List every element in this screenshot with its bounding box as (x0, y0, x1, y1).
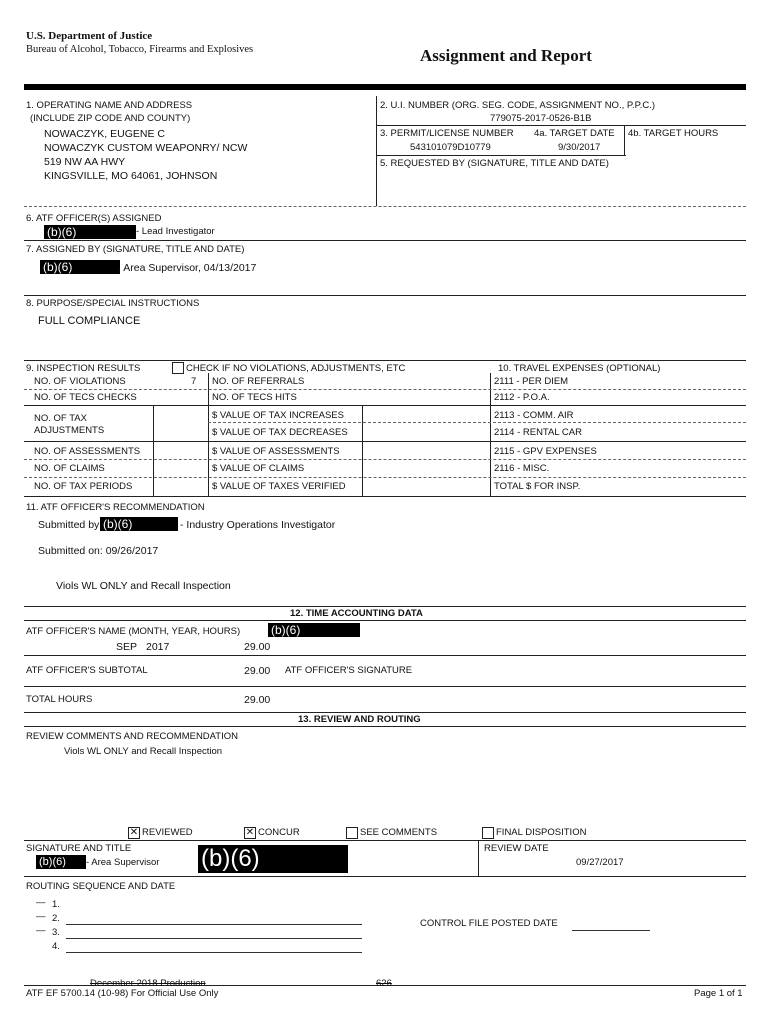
see-comments-label: SEE COMMENTS (360, 827, 438, 838)
section3-label: 3. PERMIT/LICENSE NUMBER (380, 128, 514, 139)
year-value: 2017 (146, 641, 170, 653)
section-divider (376, 96, 377, 206)
value-claims-label: $ VALUE OF CLAIMS (212, 463, 305, 474)
assigned-by-value: , Area Supervisor, 04/13/2017 (118, 262, 257, 274)
concur-checkbox[interactable]: ✕ (245, 827, 255, 838)
struck-production-note: December 2018 Production (90, 978, 206, 989)
tax-periods-label: NO. OF TAX PERIODS (34, 481, 133, 492)
submitted-on: Submitted on: 09/26/2017 (38, 545, 159, 557)
recommendation-note: Viols WL ONLY and Recall Inspection (56, 580, 231, 592)
section1-label: 1. OPERATING NAME AND ADDRESS (26, 100, 193, 111)
hours-value: 29.00 (244, 641, 271, 653)
referrals-label: NO. OF REFERRALS (212, 376, 305, 387)
routing-step: 1. (52, 899, 60, 910)
routing-ticks: — — — (36, 897, 46, 936)
total-hours-value: 29.00 (244, 694, 271, 706)
travel-item: 2116 - MISC. (494, 463, 550, 474)
section11-label: 11. ATF OFFICER'S RECOMMENDATION (26, 502, 205, 513)
purpose-value: FULL COMPLIANCE (38, 315, 141, 327)
form-title: Assignment and Report (420, 46, 592, 65)
tax-adj-label: NO. OF TAX (34, 413, 87, 424)
redaction-large: (b)(6) (198, 845, 348, 873)
control-file-label: CONTROL FILE POSTED DATE (420, 918, 558, 929)
supervisor-role: - Area Supervisor (86, 857, 160, 868)
section12-label: 12. TIME ACCOUNTING DATA (290, 608, 423, 619)
production-page-number: 626 (376, 978, 392, 989)
travel-item: 2112 - P.O.A. (494, 392, 550, 403)
section4b-label: 4b. TARGET HOURS (628, 128, 719, 139)
officer-role: - Lead Investigator (136, 226, 215, 237)
city-state-zip: KINGSVILLE, MO 64061, JOHNSON (44, 170, 218, 182)
section1-sublabel: (INCLUDE ZIP CODE AND COUNTY) (30, 113, 191, 124)
section8-label: 8. PURPOSE/SPECIAL INSTRUCTIONS (26, 298, 200, 309)
tax-adj-label-2: ADJUSTMENTS (34, 425, 105, 436)
section9-label: 9. INSPECTION RESULTS (26, 363, 141, 374)
submitted-by-label: Submitted by (38, 519, 100, 531)
travel-item: 2115 - GPV EXPENSES (494, 446, 597, 457)
officer-name-label: ATF OFFICER'S NAME (MONTH, YEAR, HOURS) (26, 626, 241, 637)
review-comments: Viols WL ONLY and Recall Inspection (64, 746, 223, 757)
concur-label: CONCUR (258, 827, 300, 838)
redaction-assigner: (b)(6) (40, 260, 120, 274)
total-hours-label: TOTAL HOURS (26, 694, 93, 705)
section7-label: 7. ASSIGNED BY (SIGNATURE, TITLE AND DATE) (26, 244, 245, 255)
routing-step: 2. (52, 913, 60, 924)
section10-label: 10. TRAVEL EXPENSES (OPTIONAL) (498, 363, 661, 374)
violations-count: 7 (191, 376, 197, 387)
claims-label: NO. OF CLAIMS (34, 463, 105, 474)
reviewed-label: REVIEWED (142, 827, 193, 838)
routing-step: 3. (52, 927, 60, 938)
routing-step: 4. (52, 941, 60, 952)
tecs-checks-label: NO. OF TECS CHECKS (34, 392, 137, 403)
redaction-supervisor: (b)(6) (36, 855, 86, 869)
address-line: 519 NW AA HWY (44, 156, 126, 168)
section13-label: 13. REVIEW AND ROUTING (298, 714, 421, 725)
header-rule (24, 84, 746, 90)
travel-item: 2113 - COMM. AIR (494, 410, 574, 421)
redaction-time-officer: (b)(6) (268, 623, 360, 637)
month-value: SEP (116, 641, 138, 653)
tax-decreases-label: $ VALUE OF TAX DECREASES (212, 427, 348, 438)
investigator-role: - Industry Operations Investigator (180, 519, 336, 531)
review-comments-label: REVIEW COMMENTS AND RECOMMENDATION (26, 731, 238, 742)
ui-number: 779075-2017-0526-B1B (490, 113, 592, 124)
travel-total-label: TOTAL $ FOR INSP. (494, 481, 581, 492)
review-date: 09/27/2017 (576, 857, 624, 868)
final-disposition-checkbox[interactable] (482, 827, 494, 839)
travel-item: 2114 - RENTAL CAR (494, 427, 582, 438)
redaction-investigator: (b)(6) (100, 517, 178, 531)
bureau-name: Bureau of Alcohol, Tobacco, Firearms and Explosives (26, 44, 254, 55)
tax-increases-label: $ VALUE OF TAX INCREASES (212, 410, 344, 421)
page-indicator: Page 1 of 1 (694, 988, 743, 999)
value-taxes-label: $ VALUE OF TAXES VERIFIED (212, 481, 346, 492)
section6-label: 6. ATF OFFICER(S) ASSIGNED (26, 213, 162, 224)
operator-name: NOWACZYK, EUGENE C (44, 128, 165, 140)
travel-item: 2111 - PER DIEM (494, 376, 569, 387)
department-name: U.S. Department of Justice (26, 30, 153, 42)
value-assessments-label: $ VALUE OF ASSESSMENTS (212, 446, 340, 457)
tecs-hits-label: NO. OF TECS HITS (212, 392, 297, 403)
routing-label: ROUTING SEQUENCE AND DATE (26, 881, 176, 892)
final-disposition-label: FINAL DISPOSITION (496, 827, 587, 838)
violations-label: NO. OF VIOLATIONS (34, 376, 126, 387)
target-date: 9/30/2017 (558, 142, 601, 153)
reviewed-checkbox[interactable]: ✕ (129, 827, 139, 838)
section4a-label: 4a. TARGET DATE (534, 128, 615, 139)
review-date-label: REVIEW DATE (484, 843, 549, 854)
section5-label: 5. REQUESTED BY (SIGNATURE, TITLE AND DATE) (380, 158, 609, 169)
subtotal-label: ATF OFFICER'S SUBTOTAL (26, 665, 148, 676)
see-comments-checkbox[interactable] (346, 827, 358, 839)
no-violations-checkbox[interactable] (172, 362, 184, 374)
form-number: ATF EF 5700.14 (10-98) For Official Use Only (26, 988, 219, 999)
section2-label: 2. U.I. NUMBER (ORG. SEG. CODE, ASSIGNMENT NO., P.P.C.) (380, 100, 656, 111)
assessments-label: NO. OF ASSESSMENTS (34, 446, 141, 457)
officer-signature-label: ATF OFFICER'S SIGNATURE (285, 665, 413, 676)
signature-title-label: SIGNATURE AND TITLE (26, 843, 132, 854)
subtotal-value: 29.00 (244, 665, 271, 677)
no-violations-label: CHECK IF NO VIOLATIONS, ADJUSTMENTS, ETC (186, 363, 406, 374)
business-name: NOWACZYK CUSTOM WEAPONRY/ NCW (44, 142, 248, 154)
redaction-officer: (b)(6) (44, 225, 136, 239)
permit-number: 543101079D10779 (410, 142, 491, 153)
